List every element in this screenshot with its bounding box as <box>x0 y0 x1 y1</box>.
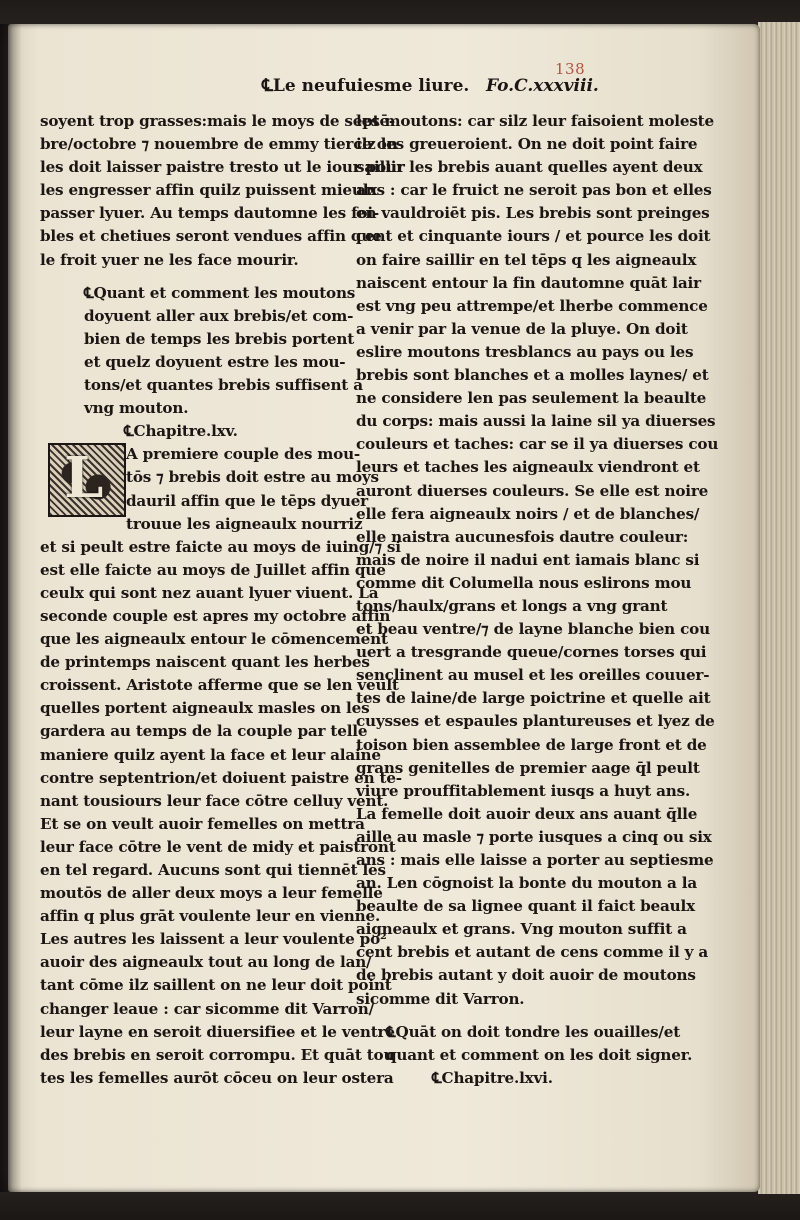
text-line: leurs et taches les aigneaulx viendront et <box>356 458 700 477</box>
text-line: bre/octobre ⁊ nouembre de emmy tierce on <box>40 135 398 154</box>
text-line: nant tousiours leur face cōtre celluy vent. <box>40 791 389 810</box>
text-line: en vauldroiēt pis. Les brebis sont preinges <box>356 204 710 223</box>
text-line: brebis sont blanches et a molles laynes/ et <box>356 366 709 385</box>
text-line: beaulte de sa lignee quant il faict beaulx <box>356 897 695 916</box>
text-line: Et se on veult auoir femelles on mettra <box>40 814 365 833</box>
text-line: cent et cinquante iours / et pource les doit <box>356 227 711 246</box>
heading-line: doyuent aller aux brebis/et com- <box>84 306 354 325</box>
text-line: grans genitelles de premier aage q̄l peult <box>356 758 700 777</box>
text-line: passer lyuer. Au temps dautomne les foi- <box>40 204 380 223</box>
text-line: cuysses et espaules plantureuses et lyez de <box>356 712 715 731</box>
folio-number: 138 <box>555 60 586 78</box>
heading-line: et quelz doyuent estre les mou- <box>84 352 346 371</box>
text-line: les moutons: car silz leur faisoient moleste <box>356 112 714 130</box>
text-line: ne considere len pas seulement la beaulte <box>356 389 707 408</box>
text-line: saillir les brebis auant quelles ayent deux <box>356 158 703 177</box>
text-line: elle naistra aucunesfois dautre couleur: <box>356 527 689 546</box>
text-line: affin q plus grāt voulente leur en vienne. <box>40 907 381 926</box>
text-line: soyent trop grasses:mais le moys de septē- <box>40 112 396 130</box>
text-line: contre septentrion/et doiuent paistre en te- <box>40 768 402 787</box>
text-line: maniere quilz ayent la face et leur alaine <box>40 745 381 764</box>
text-line: de brebis autant y doit auoir de moutons <box>356 966 696 985</box>
heading-line: quant et comment on les doit signer. <box>386 1045 693 1064</box>
drop-cap-block <box>40 443 379 535</box>
left-paragraph-1 <box>40 110 405 272</box>
heading-line: bien de temps les brebis portent <box>84 329 355 348</box>
heading-line: ℄Quāt on doit tondre les ouailles/et <box>386 1022 681 1041</box>
text-line: tant cōme ilz saillent on ne leur doit point <box>40 976 392 995</box>
text-line: trouue les aigneaulx nourriz <box>126 514 363 533</box>
text-line: croissent. Aristote afferme que se len veult <box>40 676 399 695</box>
text-line: seconde couple est apres my octobre affin <box>40 606 391 625</box>
text-line: que les aigneaulx entour le cōmencement <box>40 630 388 649</box>
text-line: La femelle doit auoir deux ans auant q̄lle <box>356 804 698 823</box>
text-line: auront diuerses couleurs. Se elle est noire <box>356 481 709 500</box>
text-line: quelles portent aigneaulx masles on les <box>40 699 370 718</box>
text-line: tōs ⁊ brebis doit estre au moys <box>126 468 379 487</box>
text-line: les engresser affin quilz puissent mieulx <box>40 181 378 200</box>
right-column <box>356 110 719 1090</box>
text-line: leur layne en seroit diuersifiee et le ventre <box>40 1022 395 1041</box>
text-line: le froit yuer ne les face mourir. <box>40 250 299 269</box>
text-line: couleurs et taches: car se il ya diuerses cou <box>356 435 719 454</box>
text-line: les doit laisser paistre tresto ut le iour pour <box>40 158 405 177</box>
running-head: ℄Le neufuiesme liure. <box>262 76 470 96</box>
text-line: toison bien assemblee de large front et de <box>356 735 707 754</box>
text-line: a venir par la venue de la pluye. On doit <box>356 319 688 338</box>
chapter-number: ℄Chapitre.lxv. <box>124 422 238 441</box>
text-line: moutōs de aller deux moys a leur femelle <box>40 884 383 903</box>
chapter-heading-lxv <box>40 282 363 444</box>
text-line: tes de laine/de large poictrine et quelle ait <box>356 689 711 708</box>
right-paragraph-1 <box>356 110 719 1011</box>
text-line: de printemps naiscent quant les herbes <box>40 653 370 672</box>
chapter-heading-lxvi <box>356 1021 693 1090</box>
text-line: naiscent entour la fin dautomne quāt lair <box>356 273 701 292</box>
text-line: tons/haulx/grans et longs a vng grant <box>356 596 668 615</box>
text-line: aille au masle ⁊ porte iusques a cinq ou six <box>356 827 712 846</box>
text-line: comme dit Columella nous eslirons mou <box>356 573 692 592</box>
left-paragraph-2 <box>40 536 402 1090</box>
text-line: uert a tresgrande queue/cornes torses qui <box>356 643 707 662</box>
text-line: cent brebis et autant de cens comme il y a <box>356 943 709 962</box>
text-line: et si peult estre faicte au moys de iuing/⁊ si <box>40 537 401 556</box>
initial-letter: L <box>64 445 104 512</box>
text-line: tes les femelles aurōt cōceu on leur ostera <box>40 1068 394 1087</box>
text-line: sicomme dit Varron. <box>356 989 525 1008</box>
text-line: ans : car le fruict ne seroit pas bon et elles <box>356 181 712 200</box>
text-line: A premiere couple des mou- <box>126 445 361 464</box>
text-line: elle fera aigneaulx noirs / et de blanches/ <box>356 504 700 523</box>
text-line: ilz les greueroient. On ne doit point faire <box>356 135 698 154</box>
left-column <box>40 110 405 1090</box>
text-line: Les autres les laissent a leur voulente po² <box>40 930 387 949</box>
text-line: senclinent au musel et les oreilles couuer- <box>356 666 710 685</box>
text-line: changer leaue : car sicomme dit Varron/ <box>40 999 374 1018</box>
text-line: viure prouffitablement iusqs a huyt ans. <box>356 781 691 800</box>
book-fore-edge <box>758 22 800 1194</box>
text-line: eslire moutons tresblancs au pays ou les <box>356 342 694 361</box>
decorated-initial <box>48 443 126 517</box>
text-line: an. Len cōgnoist la bonte du mouton a la <box>356 874 697 893</box>
text-line: en tel regard. Aucuns sont qui tiennēt les <box>40 861 386 879</box>
text-line: dauril affin que le tēps dyuer <box>126 491 368 510</box>
text-line: auoir des aigneaulx tout au long de lan/ <box>40 953 372 972</box>
heading-line: vng mouton. <box>84 399 189 418</box>
text-line: et beau ventre/⁊ de layne blanche bien cou <box>356 620 710 639</box>
text-line: des brebis en seroit corrompu. Et quāt tou <box>40 1045 395 1064</box>
heading-line: tons/et quantes brebis suffisent a <box>84 376 363 395</box>
text-line: ceulx qui sont nez auant lyuer viuent. La <box>40 583 379 602</box>
text-line: leur face cōtre le vent de midy et paistront <box>40 837 396 856</box>
heading-line: ℄Quant et comment les moutons <box>84 283 356 302</box>
folio-label: Fo.C.xxxviii. <box>486 76 599 96</box>
text-line: gardera au temps de la couple par telle <box>40 722 368 741</box>
text-line: bles et chetiues seront vendues affin que <box>40 227 382 246</box>
text-line: ans : mais elle laisse a porter au septiesme <box>356 851 714 869</box>
text-line: est elle faicte au moys de Juillet affin que <box>40 560 386 579</box>
binding-shadow <box>0 24 22 1192</box>
text-line: du corps: mais aussi la laine sil ya diuerses <box>356 412 716 431</box>
text-line: mais de noire il nadui ent iamais blanc si <box>356 550 700 569</box>
text-line: aigneaulx et grans. Vng mouton suffit a <box>356 920 687 939</box>
text-line: on faire saillir en tel tēps q les aigneaulx <box>356 250 697 269</box>
text-line: est vng peu attrempe/et lherbe commence <box>356 296 708 315</box>
chapter-number: ℄Chapitre.lxvi. <box>432 1068 553 1087</box>
